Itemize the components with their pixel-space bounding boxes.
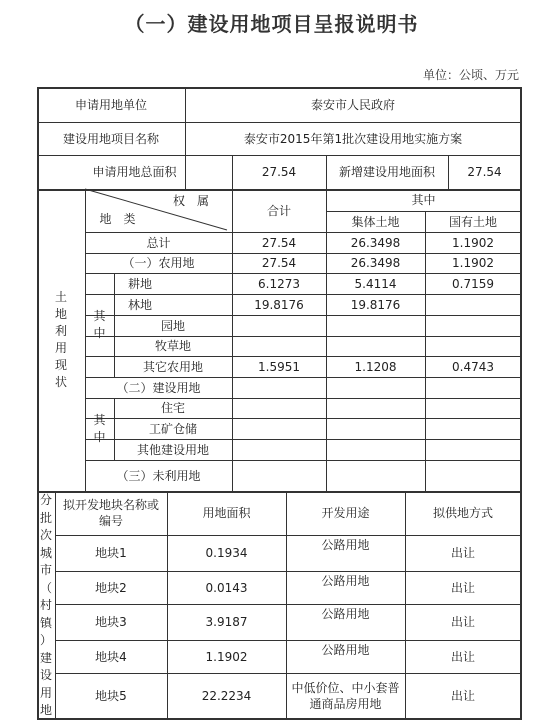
land-row-total: 6.1273 [258, 276, 300, 291]
among-label-farmland: 其 中 [93, 309, 106, 340]
plot-row-area: 3.9187 [205, 615, 248, 629]
land-row-collective: 19.8176 [350, 297, 401, 312]
plot-row-area: 0.0143 [205, 580, 248, 595]
document-title: （一）建设用地项目呈报说明书 [124, 12, 419, 36]
plot-row-area: 1.1902 [205, 649, 248, 664]
new-area-value: 27.54 [467, 165, 502, 179]
plot-row-use: 中低价位、中小套普 通商品房用地 [291, 681, 400, 711]
col-state: 国有土地 [448, 214, 497, 229]
col-landtype: 地 类 [99, 211, 136, 226]
land-row-state: 1.1902 [452, 256, 494, 270]
land-row-label: 林地 [128, 297, 153, 312]
plot-row-supply: 出让 [450, 546, 475, 560]
plot-row-name: 地块1 [95, 546, 127, 560]
land-row-label: （二）建设用地 [116, 380, 201, 395]
land-row-label: 其他建设用地 [136, 442, 209, 457]
plot-row-name: 地块2 [95, 580, 127, 595]
land-row-state: 1.1902 [452, 235, 494, 250]
total-area-value: 27.54 [261, 165, 297, 179]
project-label: 建设用地项目名称 [62, 131, 159, 146]
land-row-state: 0.7159 [452, 276, 494, 291]
land-row-state: 0.4743 [452, 359, 494, 374]
col-plot-area: 用地面积 [202, 506, 251, 520]
applicant-value: 泰安市人民政府 [310, 97, 395, 112]
plot-row-use: 公路用地 [321, 607, 370, 621]
land-use-side-label: 土 地 利 用 现 状 [54, 290, 67, 389]
total-area-label: 申请用地总面积 [92, 165, 177, 179]
among-label-construction: 其 中 [93, 413, 106, 444]
land-row-label: 牧草地 [154, 339, 191, 353]
plot-row-supply: 出让 [450, 615, 475, 629]
land-row-label: 住宅 [160, 401, 185, 415]
applicant-label: 申请用地单位 [74, 97, 147, 112]
plot-row-area: 22.2234 [201, 689, 252, 703]
plot-row-use: 公路用地 [321, 643, 370, 657]
plot-row-supply: 出让 [450, 649, 475, 664]
land-row-total: 27.54 [261, 256, 297, 270]
plot-row-name: 地块3 [95, 615, 127, 629]
land-row-label: （三）未利用地 [116, 468, 201, 483]
land-row-label: 工矿仓储 [148, 421, 197, 436]
land-row-label: （一）农用地 [122, 256, 195, 270]
unit-note: 单位：公顷、万元 [422, 68, 519, 82]
plots-side-label: 分 批 次 城 市 （ 村 镇 ） 建 设 用 地 [39, 493, 52, 718]
land-row-collective: 26.3498 [350, 235, 401, 250]
land-row-collective: 1.1208 [354, 359, 397, 374]
plot-row-name: 地块5 [95, 689, 127, 703]
col-among: 其中 [411, 193, 436, 207]
col-total: 合计 [266, 203, 291, 218]
land-row-collective: 26.3498 [350, 256, 401, 270]
plot-row-area: 0.1934 [205, 546, 248, 560]
land-row-label: 园地 [160, 318, 185, 333]
land-row-total: 1.5951 [258, 359, 300, 374]
col-collective: 集体土地 [351, 214, 400, 229]
col-plot-use: 开发用途 [321, 506, 370, 520]
plot-row-name: 地块4 [95, 649, 127, 664]
col-plot-name: 拟开发地块名称或 编号 [62, 498, 159, 528]
land-row-total: 19.8176 [254, 297, 304, 312]
land-row-label: 耕地 [128, 276, 153, 291]
new-area-label: 新增建设用地面积 [338, 165, 435, 179]
land-row-collective: 5.4114 [354, 276, 397, 291]
plot-row-supply: 出让 [450, 689, 475, 703]
land-row-label: 其它农用地 [142, 359, 203, 374]
land-row-label: 总计 [146, 235, 171, 250]
col-plot-supply: 拟供地方式 [432, 506, 493, 520]
plot-row-use: 公路用地 [321, 538, 370, 552]
project-value: 泰安市2015年第1批次建设用地实施方案 [243, 131, 463, 146]
col-ownership: 权 属 [172, 194, 209, 208]
plot-row-supply: 出让 [450, 580, 475, 595]
land-row-total: 27.54 [261, 235, 297, 250]
plot-row-use: 公路用地 [321, 574, 370, 588]
